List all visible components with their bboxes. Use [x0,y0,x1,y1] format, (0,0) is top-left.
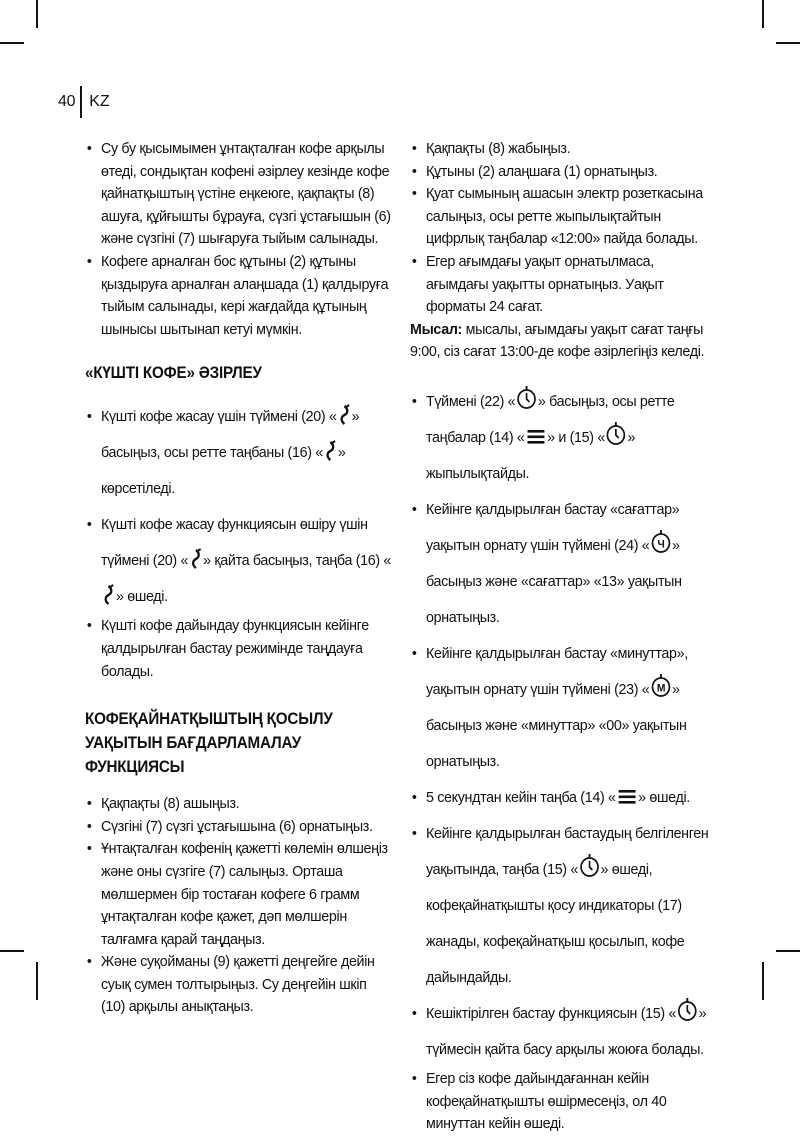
list-item: • Ұнтақталған кофенің қажетті көлемін өлшеңіз және оны сүзгіге (7) салыңыз. Орташа мөлшермен бір тостаған кофеге 6 грамм ұнтақталған кофе қажет, дәп мөлшерін талғамға қарай таңдаңыз. [85,838,393,951]
list-item: • Кейінге қалдырылған бастаудың белгіленген уақытында, таңба (15) « » өшеді, кофеқайнатқышты қосу индикаторы (17) жанады, кофеқайнатқыш қосылып, кофе дайындайды. [410,816,709,996]
crop-mark [776,42,800,44]
example-label: Мысал: [410,320,462,338]
coffee-bean-icon [338,404,351,426]
coffee-bean-icon [189,548,202,570]
strength-bars-icon [525,427,546,447]
list-item: • Қақпақты (8) ашыңыз. [85,793,393,816]
right-column [410,138,709,1136]
clock-icon [606,421,627,447]
section-heading: КОФЕҚАЙНАТҚЫШТЫҢ ҚОСЫЛУ УАҚЫТЫН БАҒДАРЛАМАЛАУ ФУНКЦИЯСЫ [85,710,333,777]
list-item: • Күшті кофе дайындау функциясын кейінге қалдырылған бастау режимінде таңдауға болады. [85,615,393,683]
warning-list [85,138,393,341]
page-header [58,88,110,116]
list-item: • Егер сіз кофе дайындағаннан кейін кофеқайнатқышты өшірмесеңіз, ол 40 минуттан кейін өшеді. [410,1068,709,1136]
coffee-bean-icon [102,584,115,606]
crop-mark [762,962,764,1000]
list-item: • Құтыны (2) алаңшаға (1) орнатыңыз. [410,161,709,184]
list-item: • Қақпақты (8) жабыңыз. [410,138,709,161]
hour-button-icon [650,529,671,555]
clock-icon [579,853,600,879]
strong-coffee-list [85,399,393,683]
header-divider [80,86,82,118]
strength-bars-icon [617,787,638,807]
crop-mark [762,0,764,28]
list-item: • Кофеге арналған бос құтыны (2) құтыны қыздыруға арналған алаңшада (1) қалдыруға тыйым салынады, кері жағдайда құтының шынысы шытынап кетуі мүмкін. [85,251,393,341]
crop-mark [36,962,38,1000]
svg-text:Ч: Ч [657,538,665,551]
minute-button-icon [650,673,671,699]
list-item: • Кейінге қалдырылған бастау «сағаттар» уақытын орнату үшін түймені (24) « Ч » басыңыз және «сағаттар» «13» уақытын орнатыңыз. [410,492,709,636]
crop-mark [0,42,24,44]
list-item: • Кешіктірілген бастау функциясын (15) « » түймесін қайта басу арқылы жоюға болады. [410,996,709,1068]
svg-text:М: М [656,682,665,695]
timer-setup-list [85,793,393,1019]
list-item: • Егер ағымдағы уақыт орнатылмаса, ағымдағы уақытты орнатыңыз. Уақыт форматы 24 сағат. [410,251,709,319]
example-paragraph: Мысал: мысалы, ағымдағы уақыт сағат таңғы 9:00, сіз сағат 13:00-де кофе әзірлегіңіз келеді. [410,320,705,361]
list-item: • 5 секундтан кейін таңба (14) « » өшеді. [410,780,709,816]
list-item: • Сүзгіні (7) сүзгі ұстағышына (6) орнатыңыз. [85,816,393,839]
list-item: • Қуат сымының ашасын электр розеткасына салыңыз, осы ретте жыпылықтайтын цифрлық таңбалар «12:00» пайда болады. [410,183,709,251]
list-item: • Су бу қысымымен ұнтақталған кофе арқылы өтеді, сондықтан кофені әзірлеу кезінде кофе қайнатқыштың үстіне еңкеюге, қақпақты (8) ашуға, құйғышты бұрауға, сүзгі ұстағышын (6) және сүзгіні (7) шығаруға тыйым салынады. [85,138,393,251]
clock-icon [677,997,698,1023]
left-column [85,138,393,1019]
clock-icon [516,385,537,411]
section-heading: «КҮШТІ КОФЕ» ӘЗІРЛЕУ [85,364,262,383]
crop-mark [0,950,24,952]
page-number: 40 [58,93,76,110]
crop-mark [36,0,38,28]
prep-list [410,138,709,319]
list-item: • Күшті кофе жасау функциясын өшіру үшін түймені (20) « » қайта басыңыз, таңба (16) « » өшеді. [85,507,393,615]
crop-mark [776,950,800,952]
list-item: • Кейінге қалдырылған бастау «минуттар», уақытын орнату үшін түймені (23) « М » басыңыз және «минуттар» «00» уақытын орнатыңыз. [410,636,709,780]
list-item: • Күшті кофе жасау үшін түймені (20) « » басыңыз, осы ретте таңбаны (16) « » көрсетіледі. [85,399,393,507]
list-item: • Түймені (22) « » басыңыз, осы ретте таңбалар (14) « » и (15) « » жыпылықтайды. [410,384,709,492]
delayed-start-list [410,384,709,1136]
language-code: KZ [89,93,110,110]
list-item: • Және суқойманы (9) қажетті деңгейге дейін суық сумен толтырыңыз. Су деңгейін шкіп (10) арқылы анықтаңыз. [85,951,393,1019]
coffee-bean-icon [324,440,337,462]
